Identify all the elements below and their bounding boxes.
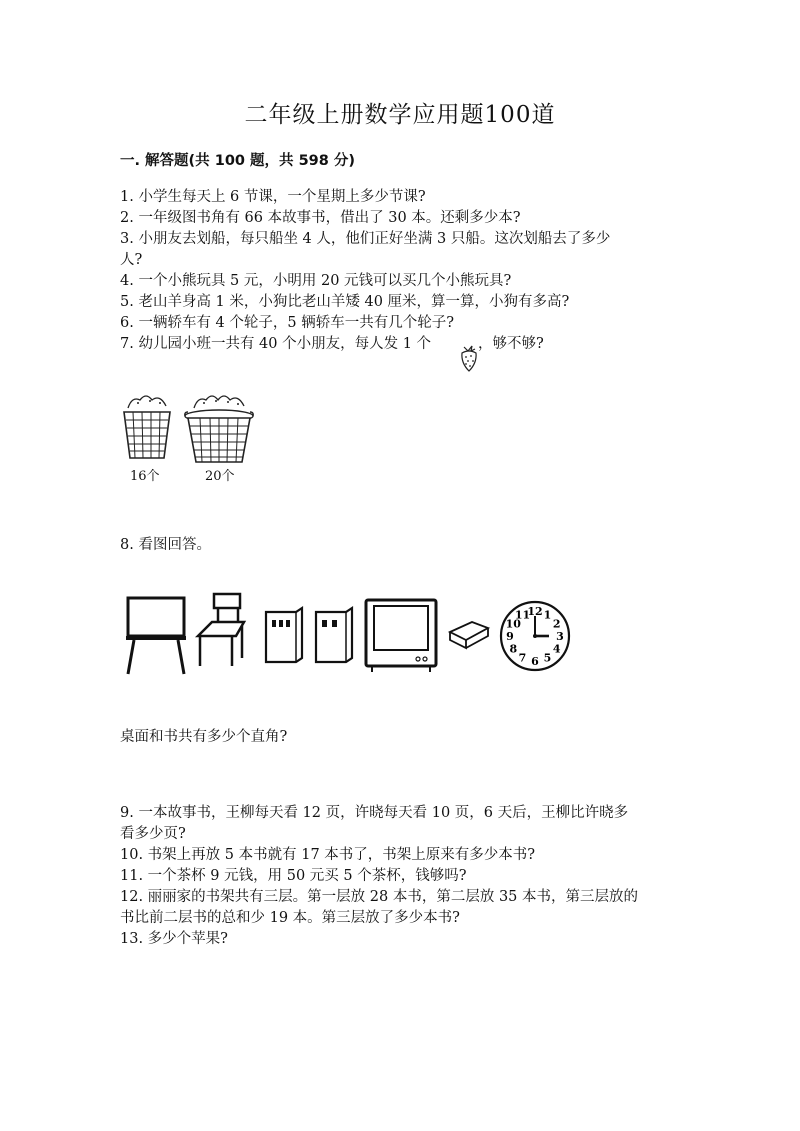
question-8: 8. 看图回答。 bbox=[120, 537, 211, 553]
clock-number: 5 bbox=[543, 651, 552, 665]
clock-number: 12 bbox=[527, 605, 543, 618]
basket-left-label: 16个 bbox=[130, 469, 160, 484]
clock-number: 11 bbox=[514, 608, 531, 622]
question-4: 4. 一个小熊玩具 5 元，小明用 20 元钱可以买几个小熊玩具? bbox=[120, 273, 512, 289]
section-heading: 一. 解答题(共 100 题，共 598 分) bbox=[120, 153, 356, 169]
book-icon-2 bbox=[316, 608, 352, 662]
clock-number: 3 bbox=[556, 630, 564, 643]
question-5: 5. 老山羊身高 1 米，小狗比老山羊矮 40 厘米，算一算，小狗有多高? bbox=[120, 294, 570, 310]
classroom-objects-illustration bbox=[120, 592, 580, 682]
basket-left bbox=[124, 396, 170, 458]
television-icon bbox=[366, 600, 436, 672]
question-12-line-2: 书比前二层书的总和少 19 本。第三层放了多少本书? bbox=[120, 910, 460, 926]
question-3-line-1: 3. 小朋友去划船，每只船坐 4 人，他们正好坐满 3 只船。这次划船去了多少 bbox=[120, 231, 611, 247]
question-7-part-1: 7. 幼儿园小班一共有 40 个小朋友，每人发 1 个 bbox=[120, 336, 432, 352]
clock-icon bbox=[501, 602, 569, 670]
clock-number: 9 bbox=[506, 630, 514, 643]
question-9-line-2: 看多少页? bbox=[120, 826, 186, 842]
basket-right-label: 20个 bbox=[205, 469, 235, 484]
question-13: 13. 多少个苹果? bbox=[120, 931, 228, 947]
page-title: 二年级上册数学应用题100道 bbox=[244, 102, 556, 128]
clock-number: 7 bbox=[518, 651, 527, 665]
question-3-line-2: 人? bbox=[120, 252, 143, 268]
question-7-part-2: ，够不够? bbox=[478, 336, 544, 352]
book-icon bbox=[266, 608, 302, 662]
clock-number: 2 bbox=[552, 617, 561, 631]
clock-number: 4 bbox=[552, 642, 561, 656]
strawberry-icon bbox=[458, 343, 480, 373]
clock-center bbox=[533, 634, 537, 638]
question-12-line-1: 12. 丽丽家的书架共有三层。第一层放 28 本书，第二层放 35 本书，第三层放的 bbox=[120, 889, 639, 905]
blackboard-icon bbox=[126, 598, 186, 674]
chair-icon bbox=[198, 594, 244, 666]
clock-number: 10 bbox=[505, 617, 521, 631]
clock-number: 1 bbox=[543, 608, 552, 622]
question-6: 6. 一辆轿车有 4 个轮子，5 辆轿车一共有几个轮子? bbox=[120, 315, 454, 331]
clock-number: 8 bbox=[509, 642, 518, 656]
question-8-subquestion: 桌面和书共有多少个直角? bbox=[120, 729, 288, 745]
eraser-icon bbox=[450, 622, 488, 648]
question-11: 11. 一个茶杯 9 元钱，用 50 元买 5 个茶杯，钱够吗? bbox=[120, 868, 467, 884]
question-1: 1. 小学生每天上 6 节课，一个星期上多少节课? bbox=[120, 189, 426, 205]
question-9-line-1: 9. 一本故事书，王柳每天看 12 页，许晓每天看 10 页，6 天后，王柳比许晓多 bbox=[120, 805, 629, 821]
clock-number: 6 bbox=[531, 655, 539, 668]
question-10: 10. 书架上再放 5 本书就有 17 本书了，书架上原来有多少本书? bbox=[120, 847, 536, 863]
question-2: 2. 一年级图书角有 66 本故事书，借出了 30 本。还剩多少本? bbox=[120, 210, 521, 226]
basket-right bbox=[185, 396, 253, 462]
